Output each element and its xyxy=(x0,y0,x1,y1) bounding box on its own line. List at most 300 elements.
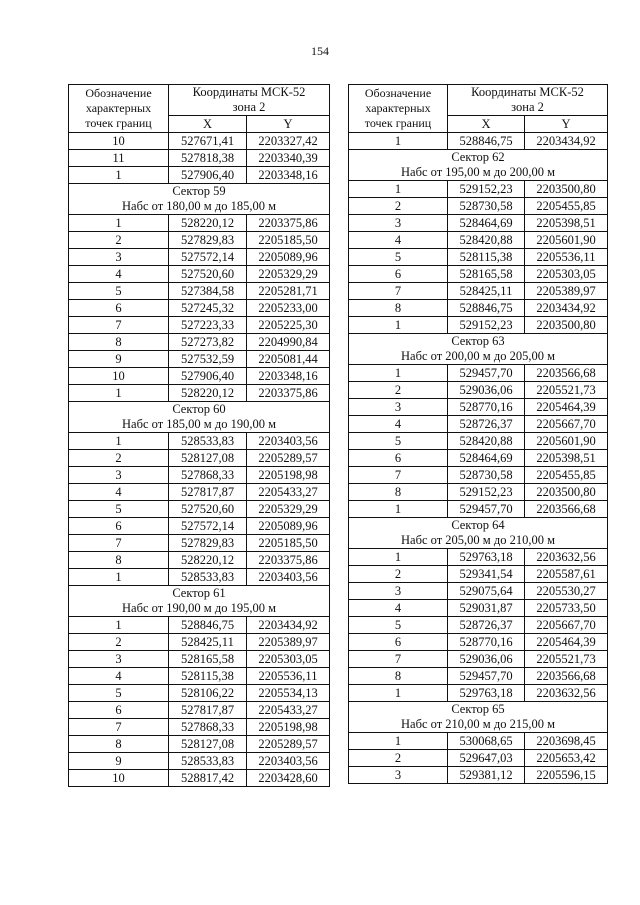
point-number-cell: 2 xyxy=(349,198,448,215)
table-row xyxy=(69,467,330,484)
y-coordinate-cell: 2203434,92 xyxy=(525,300,608,317)
x-coordinate-cell: 528220,12 xyxy=(169,385,247,402)
point-number-cell: 1 xyxy=(69,569,169,586)
table-row xyxy=(69,702,330,719)
y-coordinate-cell: 2205433,27 xyxy=(247,702,330,719)
table-row xyxy=(69,249,330,266)
table-row xyxy=(349,232,608,249)
sector-height-range: Набс от 190,00 м до 195,00 м xyxy=(122,601,276,615)
point-number-cell: 4 xyxy=(349,600,448,617)
point-number-cell: 1 xyxy=(69,215,169,232)
x-coordinate-cell: 527868,33 xyxy=(169,467,247,484)
table-row xyxy=(69,569,330,586)
x-coordinate-cell: 528533,83 xyxy=(169,569,247,586)
sector-header-row xyxy=(349,334,608,365)
x-coordinate-cell: 529152,23 xyxy=(448,484,525,501)
sector-header xyxy=(69,184,330,215)
x-coordinate-cell: 527906,40 xyxy=(169,368,247,385)
point-number-cell: 2 xyxy=(349,566,448,583)
table-row xyxy=(349,249,608,266)
y-coordinate-cell: 2205303,05 xyxy=(525,266,608,283)
table-row xyxy=(69,232,330,249)
y-coordinate-cell: 2203566,68 xyxy=(525,668,608,685)
table-row xyxy=(69,617,330,634)
table-row xyxy=(349,266,608,283)
sector-header xyxy=(69,402,330,433)
y-coordinate-cell: 2203403,56 xyxy=(247,569,330,586)
sector-header xyxy=(349,702,608,733)
table-row xyxy=(349,484,608,501)
table-row xyxy=(69,450,330,467)
point-number-cell: 6 xyxy=(69,518,169,535)
table-row xyxy=(349,300,608,317)
x-coordinate-cell: 529152,23 xyxy=(448,317,525,334)
point-number-cell: 6 xyxy=(349,266,448,283)
y-coordinate-cell: 2205303,05 xyxy=(247,651,330,668)
table-row xyxy=(69,634,330,651)
y-coordinate-cell: 2205081,44 xyxy=(247,351,330,368)
x-column-header: X xyxy=(448,116,525,133)
y-coordinate-cell: 2205185,50 xyxy=(247,535,330,552)
point-number-cell: 6 xyxy=(349,450,448,467)
table-row xyxy=(349,634,608,651)
point-number-cell: 10 xyxy=(69,368,169,385)
y-coordinate-cell: 2205185,50 xyxy=(247,232,330,249)
y-coordinate-cell: 2205233,00 xyxy=(247,300,330,317)
table-row xyxy=(69,552,330,569)
sector-header-row xyxy=(69,402,330,433)
point-number-cell: 1 xyxy=(69,433,169,450)
x-coordinate-cell: 528730,58 xyxy=(448,198,525,215)
y-coordinate-cell: 2205289,57 xyxy=(247,450,330,467)
y-coordinate-cell: 2204990,84 xyxy=(247,334,330,351)
x-coordinate-cell: 529031,87 xyxy=(448,600,525,617)
table-row xyxy=(69,753,330,770)
sector-title: Сектор 61 xyxy=(172,586,226,600)
point-number-cell: 10 xyxy=(69,770,169,787)
x-coordinate-cell: 528420,88 xyxy=(448,433,525,450)
x-coordinate-cell: 527817,87 xyxy=(169,484,247,501)
table-row xyxy=(349,583,608,600)
y-coordinate-cell: 2205534,13 xyxy=(247,685,330,702)
table-row xyxy=(349,317,608,334)
y-coordinate-cell: 2203632,56 xyxy=(525,549,608,566)
x-coordinate-cell: 530068,65 xyxy=(448,733,525,750)
point-number-cell: 3 xyxy=(69,249,169,266)
point-number-cell: 1 xyxy=(349,501,448,518)
y-coordinate-cell: 2205198,98 xyxy=(247,719,330,736)
x-coordinate-cell: 528817,42 xyxy=(169,770,247,787)
coordinates-column-header xyxy=(169,85,330,116)
table-row xyxy=(349,215,608,232)
point-number-cell: 4 xyxy=(69,668,169,685)
y-coordinate-cell: 2205733,50 xyxy=(525,600,608,617)
x-coordinate-cell: 529075,64 xyxy=(448,583,525,600)
point-number-cell: 5 xyxy=(69,501,169,518)
table-row xyxy=(69,433,330,450)
x-coordinate-cell: 527671,41 xyxy=(169,133,247,150)
table-row xyxy=(349,767,608,784)
header-line: Обозначение xyxy=(85,86,152,100)
header-line: Обозначение xyxy=(364,86,432,100)
y-coordinate-cell: 2203375,86 xyxy=(247,385,330,402)
y-coordinate-cell: 2203403,56 xyxy=(247,753,330,770)
point-number-cell: 3 xyxy=(349,215,448,232)
table-row xyxy=(349,501,608,518)
point-number-cell: 7 xyxy=(349,467,448,484)
x-coordinate-cell: 527532,59 xyxy=(169,351,247,368)
table-row xyxy=(349,416,608,433)
y-coordinate-cell: 2205521,73 xyxy=(525,651,608,668)
x-coordinate-cell: 529381,12 xyxy=(448,767,525,784)
table-row xyxy=(349,433,608,450)
table-body-right xyxy=(349,133,608,784)
sector-header-row xyxy=(349,518,608,549)
x-coordinate-cell: 528726,37 xyxy=(448,416,525,433)
table-row xyxy=(69,385,330,402)
table-row xyxy=(349,566,608,583)
y-coordinate-cell: 2205329,29 xyxy=(247,266,330,283)
sector-height-range: Набс от 205,00 м до 210,00 м xyxy=(401,533,555,547)
x-coordinate-cell: 528846,75 xyxy=(169,617,247,634)
table-row xyxy=(349,467,608,484)
point-number-cell: 2 xyxy=(69,634,169,651)
table-row xyxy=(69,215,330,232)
point-number-cell: 8 xyxy=(349,484,448,501)
table-row xyxy=(349,733,608,750)
x-coordinate-cell: 528420,88 xyxy=(448,232,525,249)
y-coordinate-cell: 2205455,85 xyxy=(525,198,608,215)
y-coordinate-cell: 2205389,97 xyxy=(525,283,608,300)
y-coordinate-cell: 2205089,96 xyxy=(247,249,330,266)
y-coordinate-cell: 2205089,96 xyxy=(247,518,330,535)
table-row xyxy=(69,770,330,787)
table-row xyxy=(69,334,330,351)
table-header-row xyxy=(349,85,608,116)
x-coordinate-cell: 527384,58 xyxy=(169,283,247,300)
point-number-cell: 7 xyxy=(349,651,448,668)
header-line: точек границ xyxy=(364,116,432,130)
point-number-cell: 1 xyxy=(349,549,448,566)
table-row xyxy=(69,535,330,552)
y-coordinate-cell: 2205281,71 xyxy=(247,283,330,300)
table-body-left xyxy=(69,133,330,787)
x-coordinate-cell: 528127,08 xyxy=(169,736,247,753)
x-coordinate-cell: 529457,70 xyxy=(448,365,525,382)
point-number-cell: 7 xyxy=(69,719,169,736)
point-number-cell: 8 xyxy=(69,736,169,753)
header-line: характерных xyxy=(85,101,152,115)
table-row xyxy=(349,399,608,416)
point-number-cell: 3 xyxy=(349,583,448,600)
x-coordinate-cell: 529036,06 xyxy=(448,651,525,668)
point-number-cell: 1 xyxy=(349,181,448,198)
x-coordinate-cell: 528220,12 xyxy=(169,552,247,569)
table-row xyxy=(349,685,608,702)
y-coordinate-cell: 2205521,73 xyxy=(525,382,608,399)
x-coordinate-cell: 527817,87 xyxy=(169,702,247,719)
x-coordinate-cell: 527906,40 xyxy=(169,167,247,184)
y-coordinate-cell: 2203632,56 xyxy=(525,685,608,702)
x-coordinate-cell: 527520,60 xyxy=(169,266,247,283)
sector-header-row xyxy=(69,184,330,215)
point-number-cell: 5 xyxy=(69,685,169,702)
x-coordinate-cell: 529457,70 xyxy=(448,668,525,685)
point-number-cell: 2 xyxy=(69,232,169,249)
header-line: точек границ xyxy=(85,116,152,130)
x-coordinate-cell: 528220,12 xyxy=(169,215,247,232)
point-number-cell: 1 xyxy=(69,385,169,402)
sector-height-range: Набс от 195,00 м до 200,00 м xyxy=(401,165,555,179)
point-number-cell: 5 xyxy=(349,249,448,266)
point-number-cell: 1 xyxy=(69,167,169,184)
point-number-cell: 3 xyxy=(349,767,448,784)
table-row xyxy=(349,133,608,150)
x-coordinate-cell: 528533,83 xyxy=(169,753,247,770)
table-row xyxy=(69,300,330,317)
header-line: зона 2 xyxy=(232,100,266,114)
x-coordinate-cell: 528464,69 xyxy=(448,215,525,232)
sector-header xyxy=(349,150,608,181)
table-row xyxy=(69,283,330,300)
header-line: характерных xyxy=(365,101,431,115)
table-row xyxy=(349,750,608,767)
y-coordinate-cell: 2205289,57 xyxy=(247,736,330,753)
sector-title: Сектор 65 xyxy=(451,702,505,716)
table-row xyxy=(69,719,330,736)
y-coordinate-cell: 2203500,80 xyxy=(525,181,608,198)
sector-height-range: Набс от 185,00 м до 190,00 м xyxy=(122,417,276,431)
y-coordinate-cell: 2205653,42 xyxy=(525,750,608,767)
point-number-cell: 1 xyxy=(349,365,448,382)
y-coordinate-cell: 2205667,70 xyxy=(525,617,608,634)
table-row xyxy=(69,736,330,753)
header-line: Координаты МСК-52 xyxy=(192,85,306,99)
sector-title: Сектор 60 xyxy=(172,402,226,416)
table-row xyxy=(69,368,330,385)
y-coordinate-cell: 2203566,68 xyxy=(525,501,608,518)
x-coordinate-cell: 528730,58 xyxy=(448,467,525,484)
point-number-cell: 4 xyxy=(69,484,169,501)
x-coordinate-cell: 527245,32 xyxy=(169,300,247,317)
y-coordinate-cell: 2205536,11 xyxy=(525,249,608,266)
x-coordinate-cell: 528726,37 xyxy=(448,617,525,634)
x-coordinate-cell: 527520,60 xyxy=(169,501,247,518)
y-coordinate-cell: 2205530,27 xyxy=(525,583,608,600)
y-coordinate-cell: 2203348,16 xyxy=(247,167,330,184)
y-coordinate-cell: 2205433,27 xyxy=(247,484,330,501)
sector-height-range: Набс от 180,00 м до 185,00 м xyxy=(122,199,276,213)
table-row xyxy=(349,181,608,198)
table-row xyxy=(69,651,330,668)
table-row xyxy=(69,484,330,501)
table-row xyxy=(69,501,330,518)
table-row xyxy=(69,133,330,150)
y-column-header: Y xyxy=(247,116,330,133)
sector-title: Сектор 59 xyxy=(172,184,226,198)
y-coordinate-cell: 2205601,90 xyxy=(525,232,608,249)
y-coordinate-cell: 2203428,60 xyxy=(247,770,330,787)
x-coordinate-cell: 527572,14 xyxy=(169,249,247,266)
sector-title: Сектор 64 xyxy=(451,518,505,532)
x-coordinate-cell: 527572,14 xyxy=(169,518,247,535)
point-number-cell: 6 xyxy=(349,634,448,651)
point-number-cell: 1 xyxy=(349,317,448,334)
x-coordinate-cell: 529341,54 xyxy=(448,566,525,583)
page-number: 154 xyxy=(311,44,329,58)
y-coordinate-cell: 2205455,85 xyxy=(525,467,608,484)
sector-height-range: Набс от 210,00 м до 215,00 м xyxy=(401,717,555,731)
y-coordinate-cell: 2203500,80 xyxy=(525,317,608,334)
point-number-cell: 2 xyxy=(349,750,448,767)
table-row xyxy=(69,518,330,535)
point-number-cell: 5 xyxy=(349,617,448,634)
point-number-cell: 3 xyxy=(69,651,169,668)
table-row xyxy=(349,617,608,634)
x-coordinate-cell: 528770,16 xyxy=(448,634,525,651)
point-number-cell: 6 xyxy=(69,300,169,317)
point-number-cell: 4 xyxy=(349,232,448,249)
y-column-header: Y xyxy=(525,116,608,133)
point-number-cell: 2 xyxy=(349,382,448,399)
point-number-cell: 10 xyxy=(69,133,169,150)
point-number-cell: 3 xyxy=(349,399,448,416)
x-coordinate-cell: 528533,83 xyxy=(169,433,247,450)
table-row xyxy=(69,317,330,334)
point-number-cell: 4 xyxy=(349,416,448,433)
point-number-cell: 8 xyxy=(69,334,169,351)
x-coordinate-cell: 528165,58 xyxy=(448,266,525,283)
x-coordinate-cell: 528846,75 xyxy=(448,300,525,317)
x-coordinate-cell: 529036,06 xyxy=(448,382,525,399)
x-coordinate-cell: 527829,83 xyxy=(169,232,247,249)
table-header-row xyxy=(69,85,330,116)
table-row xyxy=(349,549,608,566)
point-number-cell: 6 xyxy=(69,702,169,719)
point-number-cell: 9 xyxy=(69,351,169,368)
sector-title: Сектор 63 xyxy=(451,334,505,348)
point-number-cell: 11 xyxy=(69,150,169,167)
table-row xyxy=(349,365,608,382)
sector-header-row xyxy=(69,586,330,617)
table-row xyxy=(349,600,608,617)
point-number-cell: 8 xyxy=(349,668,448,685)
y-coordinate-cell: 2203340,39 xyxy=(247,150,330,167)
y-coordinate-cell: 2205398,51 xyxy=(525,215,608,232)
table-row xyxy=(349,450,608,467)
x-coordinate-cell: 527223,33 xyxy=(169,317,247,334)
x-coordinate-cell: 528464,69 xyxy=(448,450,525,467)
table-row xyxy=(69,150,330,167)
table-row xyxy=(69,351,330,368)
point-number-cell: 7 xyxy=(349,283,448,300)
table-row xyxy=(69,668,330,685)
y-coordinate-cell: 2205464,39 xyxy=(525,399,608,416)
x-column-header: X xyxy=(169,116,247,133)
point-number-cell: 9 xyxy=(69,753,169,770)
coordinates-column-header xyxy=(448,85,608,116)
point-number-cell: 1 xyxy=(349,133,448,150)
x-coordinate-cell: 528425,11 xyxy=(448,283,525,300)
sector-height-range: Набс от 200,00 м до 205,00 м xyxy=(401,349,555,363)
x-coordinate-cell: 527818,38 xyxy=(169,150,247,167)
y-coordinate-cell: 2203403,56 xyxy=(247,433,330,450)
y-coordinate-cell: 2205587,61 xyxy=(525,566,608,583)
x-coordinate-cell: 529152,23 xyxy=(448,181,525,198)
y-coordinate-cell: 2203500,80 xyxy=(525,484,608,501)
coordinates-table-right xyxy=(348,84,608,784)
y-coordinate-cell: 2203566,68 xyxy=(525,365,608,382)
y-coordinate-cell: 2203698,45 xyxy=(525,733,608,750)
y-coordinate-cell: 2203327,42 xyxy=(247,133,330,150)
point-number-cell: 1 xyxy=(349,733,448,750)
point-number-cell: 1 xyxy=(349,685,448,702)
header-line: Координаты МСК-52 xyxy=(471,85,584,99)
sector-header xyxy=(349,518,608,549)
table-row xyxy=(349,651,608,668)
x-coordinate-cell: 527273,82 xyxy=(169,334,247,351)
x-coordinate-cell: 529763,18 xyxy=(448,549,525,566)
y-coordinate-cell: 2205601,90 xyxy=(525,433,608,450)
table-row xyxy=(349,382,608,399)
x-coordinate-cell: 527868,33 xyxy=(169,719,247,736)
y-coordinate-cell: 2205464,39 xyxy=(525,634,608,651)
table-row xyxy=(349,668,608,685)
x-coordinate-cell: 528127,08 xyxy=(169,450,247,467)
x-coordinate-cell: 528846,75 xyxy=(448,133,525,150)
y-coordinate-cell: 2203434,92 xyxy=(525,133,608,150)
point-number-cell: 7 xyxy=(69,317,169,334)
y-coordinate-cell: 2205329,29 xyxy=(247,501,330,518)
x-coordinate-cell: 528770,16 xyxy=(448,399,525,416)
y-coordinate-cell: 2205536,11 xyxy=(247,668,330,685)
x-coordinate-cell: 528106,22 xyxy=(169,685,247,702)
x-coordinate-cell: 528425,11 xyxy=(169,634,247,651)
x-coordinate-cell: 527829,83 xyxy=(169,535,247,552)
y-coordinate-cell: 2205198,98 xyxy=(247,467,330,484)
point-number-cell: 3 xyxy=(69,467,169,484)
sector-header xyxy=(69,586,330,617)
table-row xyxy=(349,198,608,215)
coordinates-table-left xyxy=(68,84,330,787)
point-number-cell: 5 xyxy=(69,283,169,300)
x-coordinate-cell: 528115,38 xyxy=(169,668,247,685)
point-number-cell: 8 xyxy=(349,300,448,317)
y-coordinate-cell: 2205225,30 xyxy=(247,317,330,334)
y-coordinate-cell: 2205596,15 xyxy=(525,767,608,784)
sector-title: Сектор 62 xyxy=(451,150,505,164)
table-row xyxy=(349,283,608,300)
points-column-header xyxy=(69,85,169,133)
header-line: зона 2 xyxy=(511,100,544,114)
y-coordinate-cell: 2205667,70 xyxy=(525,416,608,433)
table-row xyxy=(69,266,330,283)
point-number-cell: 2 xyxy=(69,450,169,467)
point-number-cell: 5 xyxy=(349,433,448,450)
x-coordinate-cell: 528115,38 xyxy=(448,249,525,266)
y-coordinate-cell: 2203348,16 xyxy=(247,368,330,385)
point-number-cell: 4 xyxy=(69,266,169,283)
y-coordinate-cell: 2203434,92 xyxy=(247,617,330,634)
y-coordinate-cell: 2203375,86 xyxy=(247,215,330,232)
sector-header xyxy=(349,334,608,365)
x-coordinate-cell: 528165,58 xyxy=(169,651,247,668)
x-coordinate-cell: 529647,03 xyxy=(448,750,525,767)
table-row xyxy=(69,167,330,184)
y-coordinate-cell: 2203375,86 xyxy=(247,552,330,569)
point-number-cell: 1 xyxy=(69,617,169,634)
y-coordinate-cell: 2205398,51 xyxy=(525,450,608,467)
